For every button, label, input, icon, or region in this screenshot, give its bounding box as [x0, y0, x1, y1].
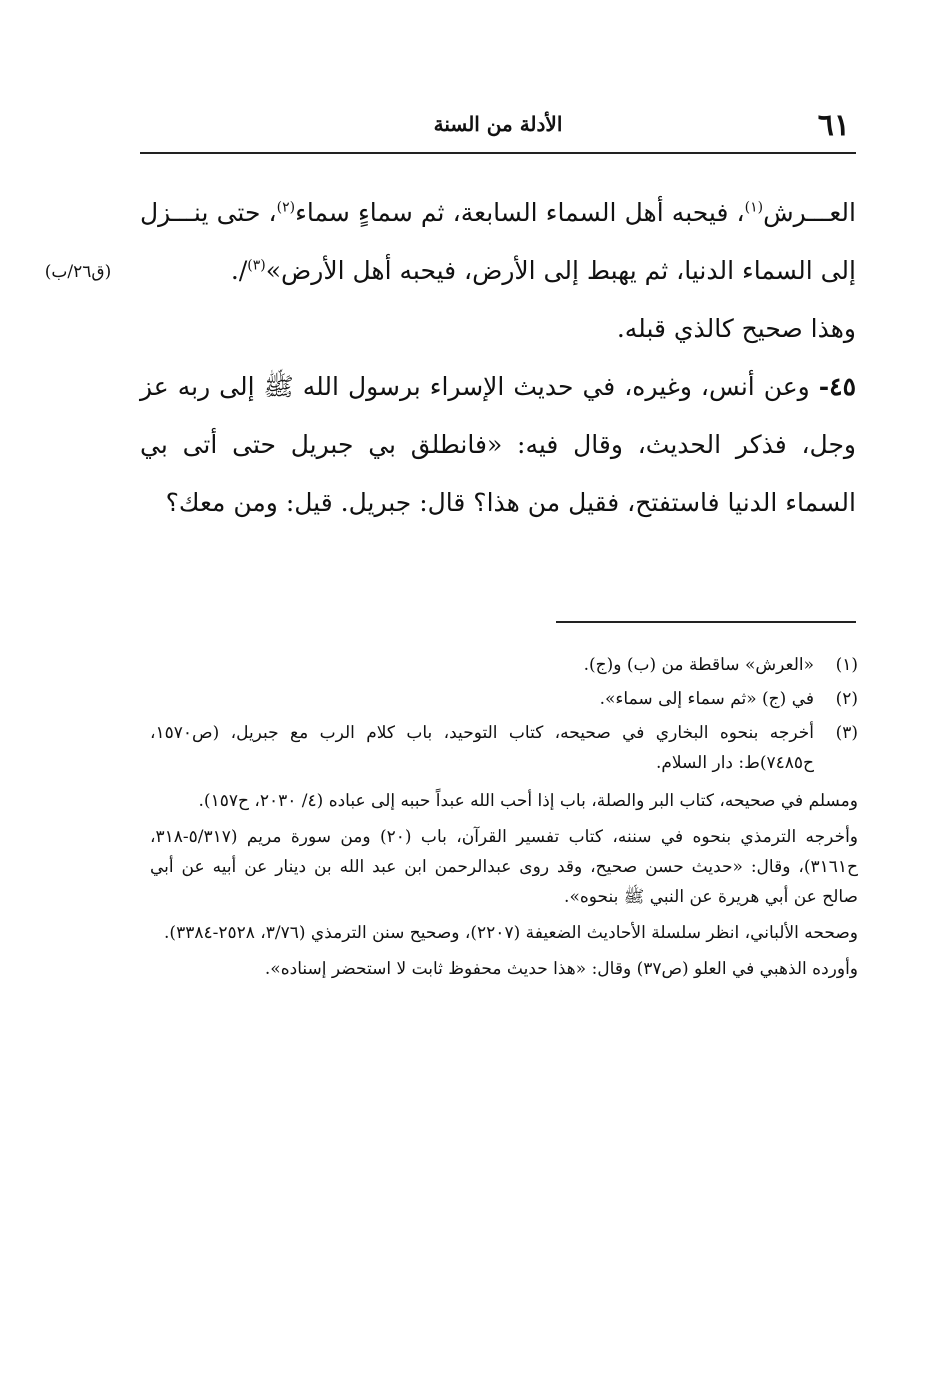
paragraph-1: العـــرش$^{(١)}$، فيحبه أهل السماء السابعة، ثم سماءٍ سماء$^{(٢)}$، حتى ينـــزل إلى السماء الدنيا، ثم يهبط إلى الأرض، فيحبه أهل الأرض»$^{(٣)}$/.	[140, 198, 856, 285]
footnote-3	[150, 718, 858, 782]
footnote-ref-1: (١)	[744, 199, 764, 216]
footnote-ref-2: (٢)	[276, 199, 296, 216]
paragraph-3: ٤٥- وعن أنس، وغيره، في حديث الإسراء برسول الله ﷺ إلى ربه عز وجل، فذكر الحديث، وقال فيه: «فانطلق بي جبريل حتى أتى بي السماء الدنيا فاستفتح، فقيل من هذا؟ قال: جبريل. قيل: ومن معك؟	[140, 372, 856, 517]
footnote-3-part-3: وأخرجه الترمذي بنحوه في سننه، كتاب تفسير القرآن، باب (٢٠) ومن سورة مريم (٥/٣١٧-٣١٨، ح٣١٦١)، وقال: «حديث حسن صحيح، وقد روى عبدالرحمن ابن عبد الله بن دينار عن أبيه عن أبي صالح عن أبي هريرة عن النبي ﷺ بنحوه».	[150, 827, 859, 907]
footnote-number: (٣)	[835, 723, 858, 743]
footnote-number: (١)	[835, 655, 858, 675]
footnotes	[150, 650, 858, 990]
footnote-3-part-1: أخرجه بنحوه البخاري في صحيحه، كتاب التوحيد، باب كلام الرب مع جبريل، (ص١٥٧٠، ح٧٤٨٥)ط: دار السلام.	[150, 723, 814, 773]
footnote-separator	[556, 621, 856, 623]
running-header	[140, 108, 856, 148]
footnote-text: «العرش» ساقطة من (ب) و(ج).	[583, 655, 814, 675]
margin-note: (ق٢٦/ب)	[44, 262, 112, 282]
footnote-3-part-4: وصححه الألباني، انظر سلسلة الأحاديث الضعيفة (٢٢٠٧)، وصحيح سنن الترمذي (٣/٧٦، ٢٥٢٨-٣٣٨٤).	[164, 923, 858, 943]
footnote-1	[150, 650, 858, 680]
header-rule	[140, 152, 856, 154]
footnote-3-part-2: ومسلم في صحيحه، كتاب البر والصلة، باب إذا أحب الله عبداً حببه إلى عباده (٤/ ٢٠٣٠، ح١٥٧).	[198, 791, 858, 811]
footnote-text	[150, 718, 814, 782]
hadith-number: ٤٥-	[818, 372, 856, 401]
running-title: الأدلة من السنة	[433, 112, 563, 136]
footnote-ref-3: (٣)	[247, 257, 266, 274]
paragraph-2: وهذا صحيح كالذي قبله.	[616, 314, 856, 343]
main-text	[140, 184, 856, 532]
footnote-3-part-5: وأورده الذهبي في العلو (ص٣٧) وقال: «هذا حديث محفوظ ثابت لا استحضر إسناده».	[264, 959, 858, 979]
footnote-2	[150, 684, 858, 714]
footnote-text: في (ج) «ثم سماء إلى سماء».	[599, 689, 814, 709]
footnote-3-continued	[150, 786, 858, 984]
page-number: ٦١	[817, 108, 850, 143]
footnote-number: (٢)	[835, 689, 858, 709]
